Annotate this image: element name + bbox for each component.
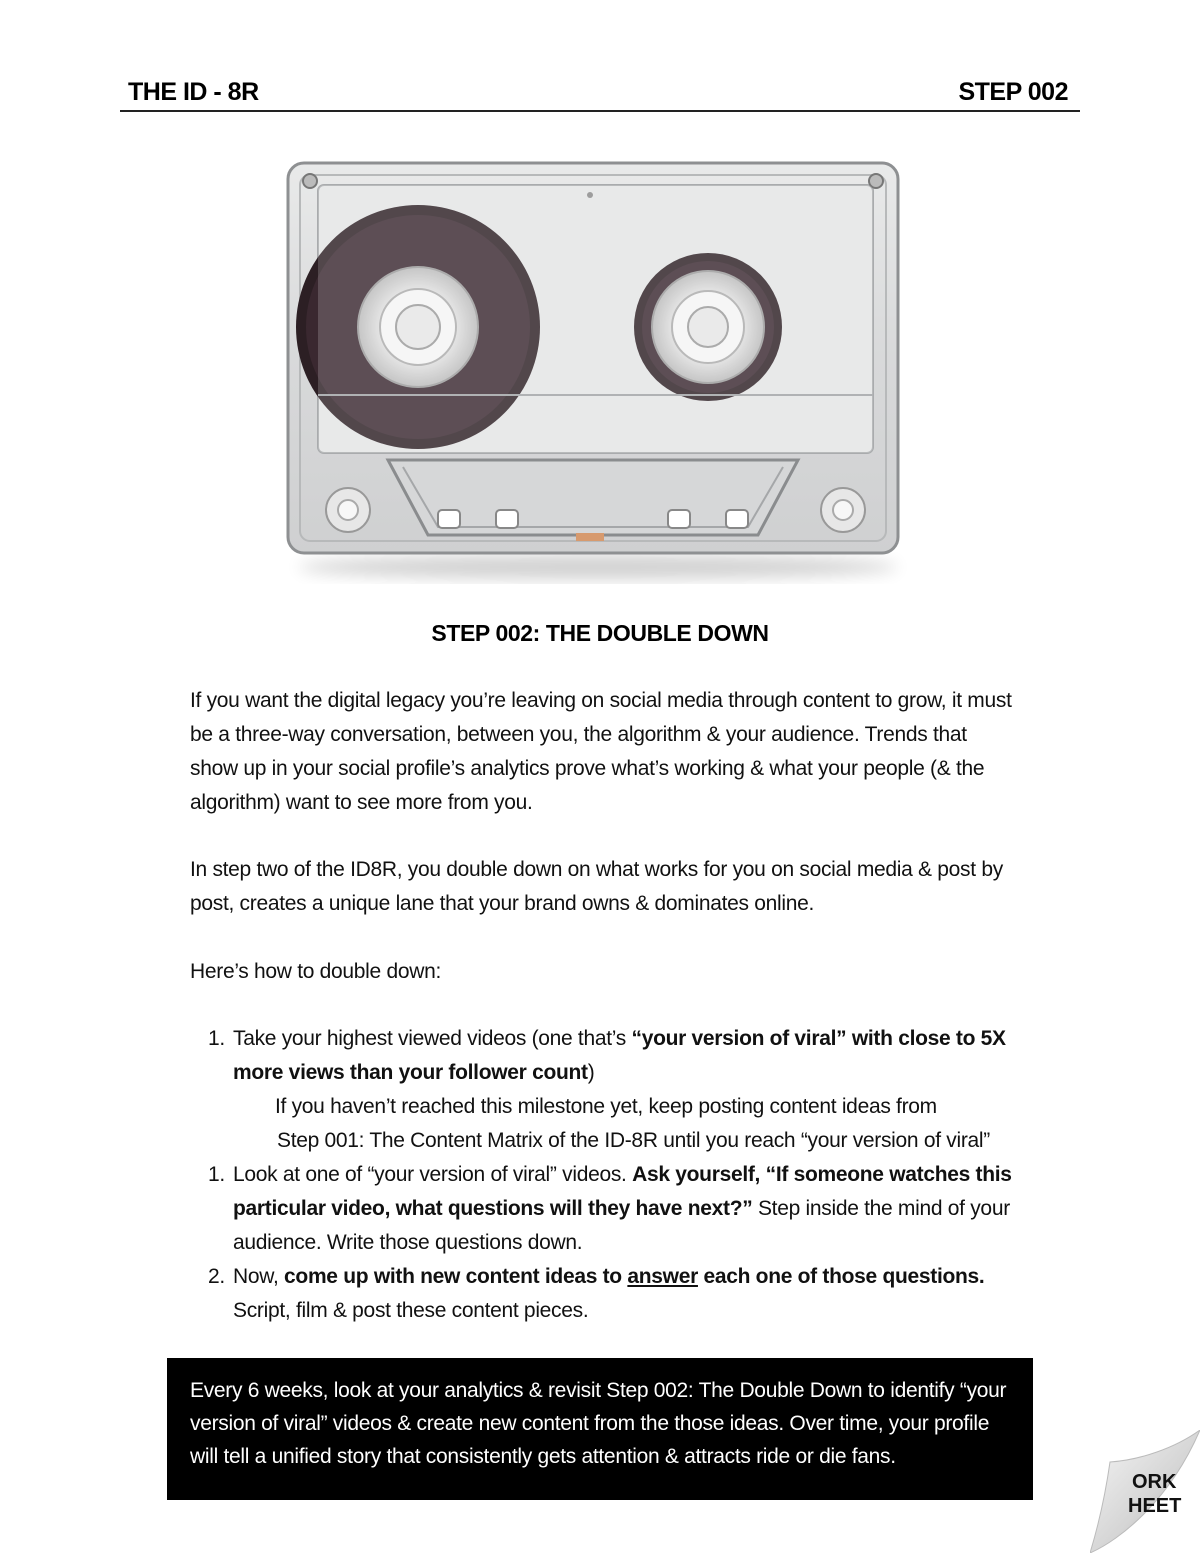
page-header bbox=[120, 76, 1080, 112]
worksheet-page-curl bbox=[1090, 1430, 1200, 1553]
header-step: STEP 002 bbox=[958, 78, 1068, 106]
cassette-tape-image bbox=[278, 155, 918, 585]
list-item: 2. Now, come up with new content ideas to answer each one of those questions. Script, film & post these content pieces. bbox=[208, 1265, 985, 1322]
corner-label-1: ORK bbox=[1132, 1471, 1177, 1493]
steps-list bbox=[208, 1022, 1028, 1328]
how-to-lead: Here’s how to double down: bbox=[190, 960, 441, 983]
callout-box: Every 6 weeks, look at your analytics & revisit Step 002: The Double Down to identify “your version of viral” videos & create new content from the those ideas. Over time, your profile will tell a unified story that consistently gets attention & attracts ride or die fans. bbox=[167, 1358, 1033, 1500]
list-note-line-1: If you haven’t reached this milestone yet, keep posting content ideas from bbox=[275, 1095, 937, 1118]
list-note-line-2: Step 001: The Content Matrix of the ID-8R until you reach “your version of viral” bbox=[277, 1129, 990, 1152]
list-item: 1. Look at one of “your version of viral” videos. Ask yourself, “If someone watches this particular video, what questions will they have next?” Step inside the mind of your audience. Write those questions down. bbox=[208, 1163, 1012, 1254]
section-title: STEP 002: THE DOUBLE DOWN bbox=[431, 620, 769, 646]
list-item: 1. Take your highest viewed videos (one that’s “your version of viral” with close to 5X more views than your follower count) bbox=[208, 1027, 1006, 1084]
header-title: THE ID - 8R bbox=[128, 78, 259, 106]
intro-paragraph: If you want the digital legacy you’re leaving on social media through content to grow, it must be a three-way conversation, between you, the algorithm & your audience. Trends that show up in your social profile’s analytics prove what’s working & what your people (& the algorithm) want to see more from you. bbox=[190, 689, 1012, 814]
step-two-paragraph: In step two of the ID8R, you double down on what works for you on social media & post by post, creates a unique lane that your brand owns & dominates online. bbox=[190, 858, 1003, 915]
corner-label-2: HEET bbox=[1128, 1495, 1182, 1517]
